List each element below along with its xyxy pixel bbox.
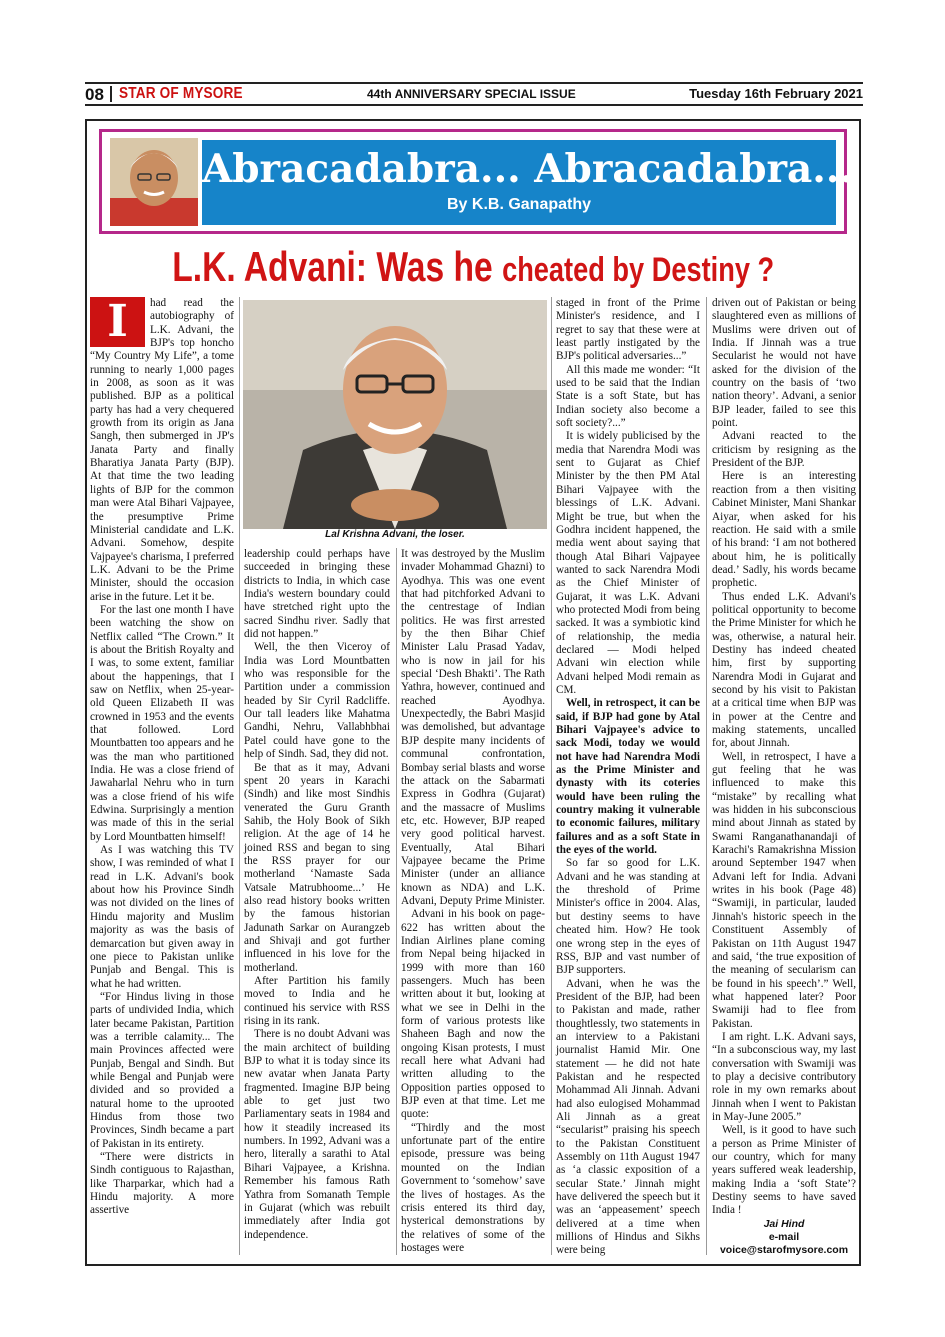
page-number: 08: [85, 85, 104, 104]
paragraph: driven out of Pakistan or being slaughtered even as millions of Muslims were driven out of India. If Jinnah was a true Secularist he would not have asked for the division of the country on the basis of ‘two nation theory’. Advani, a senior BJP leader, failed to see this point.: [712, 297, 856, 430]
header-bottom-rule: [85, 104, 863, 106]
article-column-2: [244, 548, 390, 1242]
drop-cap-spacer: [90, 297, 150, 349]
paragraph: I am right. L.K. Advani says, “In a subconscious way, my last conversation with Swamiji was to play a decisive contributory role in my own remarks about Jinnah when I went to Pakistan in May-June 2005.”: [712, 1030, 856, 1123]
header-separator: [110, 86, 112, 102]
article-column-1: [90, 297, 234, 1218]
paragraph: Well, is it good to have such a person as Prime Minister of our country, which for many years suffered weak leadership, making India a ‘soft State’? Destiny seems to have saved India !: [712, 1124, 856, 1217]
column-rule: [706, 297, 707, 1255]
article-column-4: [556, 297, 700, 1258]
column-rule: [396, 548, 397, 1255]
headline-text-2: cheated by Destiny ?: [501, 251, 774, 289]
paragraph: As I was watching this TV show, I was reminded of what I read in L.K. Advani's book about how his Province Sindh was not divided on the lines of Hindu majority and Muslim majority as was the basis of demarcation but given away in one piece to Pakistan unlike Punjab and Bengal. This is what he had written.: [90, 844, 234, 990]
paragraph: Advani in his book on page-622 has written about the Indian Airlines plane coming from Nepal being hijacked in 1999 with more than 160 passengers. Much has been written about it but, looking at what we see in Delhi in the form of various protests like Shaheen Bagh and now the ongoing Kisan protests, I must recall here what Advani had written alluding to the Opposition parties opposed to BJP even at that time. Let me quote:: [401, 908, 545, 1121]
paragraph: Well, in retrospect, I have a gut feeling that he was influenced to make this “mistake” by recalling what was hidden in his subconscious mind about Jinnah as stated by Swami Ranganathanandaji of Karachi's Ramakrishna Mission around September 1947 when Advani left for India. Advani writes in his book (Page 48) “Swamiji, in particular, lauded Jinnah's historic speech in the Constituent Assembly of Pakistan on 11th August 1947 and said, ‘the true exposition of the meaning of secularism can be found in his speech’.” Well, what happened later? Poor Swamiji had to flee from Pakistan.: [712, 750, 856, 1030]
signoff-jai-hind: Jai Hind: [763, 1217, 805, 1230]
header-top-rule: [85, 82, 863, 84]
advani-photo: [243, 300, 547, 529]
headline-text-1: L.K. Advani: Was he: [172, 243, 502, 290]
headline: [88, 243, 858, 291]
photo-caption: Lal Krishna Advani, the loser.: [325, 529, 465, 540]
column-rule: [551, 297, 552, 1255]
paragraph: All this made me wonder: “It used to be said that the Indian State is a soft State, but has Indian society also become a soft society?...”: [556, 363, 700, 430]
drop-cap: I: [90, 297, 145, 347]
signoff: [712, 1218, 856, 1258]
article-column-5: [712, 297, 856, 1258]
page-header: [85, 82, 863, 106]
paragraph: [90, 297, 234, 604]
headline-part-1: [172, 243, 774, 291]
banner-title-panel: [202, 140, 854, 225]
author-portrait: [110, 138, 198, 226]
paragraph: There is no doubt Advani was the main architect of building BJP to what it is today since its new avatar when Janata Party fragmented. Imagine BJP being able to get just two Parliamentary seats in 1984 and how it steadily increased its numbers. In 1992, Advani was a hero, literally a sarathi to Atal Bihari Vajpayee, a Krishna. Remember his famous Rath Yathra from Somanath Temple in Gujarat (which was rebuilt immediately after India got independence.: [244, 1028, 390, 1241]
paragraph: It was destroyed by the Muslim invader Mohammad Ghazni) to Ayodhya. This was one event that had pitchforked Advani to the centrestage of Indian politics. He was first arrested by the then Bihar Chief Minister Lalu Prasad Yadav, who is now in jail for his special ‘Desh Bhakti’. The Rath Yathra, however, continued and reached Ayodhya. Unexpectedly, the Babri Masjid was demolished, but advantage BJP despite many incidents of communal confrontation, Bombay serial blasts and worse the attack on the Sabarmati Express in Godhra (Gujarat) and the massacre of Muslims etc, etc. However, BJP reaped very good political harvest. Eventually, Atal Bihari Vajpayee became the Prime Minister (under an alliance known as NDA) and L.K. Advani, Deputy Prime Minister.: [401, 548, 545, 907]
paragraph: “Thirdly and the most unfortunate part of the entire episode, pressure was being mounted on the Indian Government to ‘somehow’ save the lives of hostages. As the crisis entered its third day, hysterical demonstrations by the relatives of some of the hostages were: [401, 1121, 545, 1254]
column-rule: [239, 297, 240, 1255]
paragraph-text: had read the autobiography of L.K. Advani, the BJP's top honcho “My Country My Life”, a tome running to nearly 1,000 pages in 2008, as soon as it was published. BJP as a political party has had a very chequered growth from its origin as Jana Sangh, then submerged in JP's Janata Party and finally Bharatiya Janata Party (BJP). At that time the two leading lights of BJP for the common man were Atal Bihari Vajpayee, the presumptive Prime Ministerial candidate and L.K. Advani. Somehow, despite Vajpayee's charisma, I preferred L.K. Advani to be the Prime Minister, should the occasion arise in the future. Let it be.: [90, 297, 234, 603]
paragraph: leadership could perhaps have succeeded in bringing these districts to India, in which case India's western boundary could have stretched right upto the sacred Sindhu river. Sadly that did not happen.”: [244, 548, 390, 641]
signoff-email-label: e-mail: [768, 1231, 800, 1244]
paragraph: “There were districts in Sindh contiguous to Rajasthan, like Tharparkar, which had a Hindu majority. A more assertive: [90, 1151, 234, 1217]
paragraph: staged in front of the Prime Minister's residence, and I regret to say that these were at least partly instigated by the BJP's political adversaries...”: [556, 297, 700, 363]
paragraph: After Partition his family moved to India and he continued his service with RSS rising in its rank.: [244, 975, 390, 1028]
issue-title: 44th ANNIVERSARY SPECIAL ISSUE: [367, 87, 576, 101]
newspaper-name: STAR OF MYSORE: [119, 85, 243, 102]
paragraph: Well, in retrospect, it can be said, if BJP had gone by Atal Bihari Vajpayee's advice to sack Modi, today we would not have had Narendra Modi as the Prime Minister and dynasty with its coteries would have been ruling the country making it vulnerable to economic failures, military failures and as a soft State in the eyes of the world.: [556, 697, 700, 857]
paragraph: “For Hindus living in those parts of undivided India, which later became Pakistan, Partition was a terrible calamity... The main Provinces affected were Punjab, Bengal and Sindh. But while Bengal and Punjab were divided and so provided a natural home to the uprooted Hindus from those two Provinces, Sindh became a part of Pakistan in its entirety.: [90, 990, 234, 1150]
paragraph: Advani, when he was the President of the BJP, had been to Pakistan and made, rather thoughtlessly, two statements in an interview to a Pakistani journalist Hamid Mir. One statement — he did not hate Pakistan and he respected Mohammad Ali Jinnah. Advani had also eulogised Mohammad Ali Jinnah as a great “secularist” praising his speech to the Pakistan Constituent Assembly on 11th August 1947 as ‘a classic exposition of a secular State.’ Jinnah might have delivered the speech but it was an ‘appeasement’ speech delivered at a time when millions of Hindus and Sikhs were being: [556, 977, 700, 1257]
signoff-email-address[interactable]: voice@starofmysore.com: [719, 1244, 849, 1257]
issue-date: Tuesday 16th February 2021: [689, 86, 863, 101]
paragraph: It is widely publicised by the media that Narendra Modi was sent to Gujarat as Chief Minister by the then PM Atal Bihari Vajpayee with the blessings of L.K. Advani. Might be true, but when the Godhra incident happened, the media went about saying that though Atal Bihari Vajpayee wanted to sack Narendra Modi as the Chief Minister of Gujarat, it was L.K. Advani who protected Modi from being sacked. It was a symbiotic kind of relationship, the media declared — Modi helped Advani win election while Advani helped Modi remain as CM.: [556, 430, 700, 696]
paragraph: So far so good for L.K. Advani and he was standing at the threshold of Prime Minister's office in 2004. Alas, but destiny seems to have cheated him. How? He took one wrong step in the eyes of RSS, BJP and vast number of BJP supporters.: [556, 857, 700, 977]
paragraph: Well, the then Viceroy of India was Lord Mountbatten who was responsible for the Partition under a commission headed by Sir Cyril Radcliffe. Our tall leaders like Mahatma Gandhi, Nehru, Vallabhbhai Patel could have gone to the help of Sindh. Sad, they did not.: [244, 641, 390, 761]
paragraph: Here is an interesting reaction from a then visiting Cabinet Minister, Mani Shankar Aiyar, when asked for his reaction. He said with a smile of his brand: ‘I am not bothered about him, he is politically dead.’ Sadly, his words became prophetic.: [712, 470, 856, 590]
paragraph: Thus ended L.K. Advani's political opportunity to become the Prime Minister for which he was, otherwise, a natural heir. Destiny has indeed cheated him, first by supporting Narendra Modi in Gujarat and second by his visit to Pakistan at a critical time when BJP was in power at the Centre and making statements, uncalled for, about Jinnah.: [712, 590, 856, 750]
column-banner: [99, 129, 854, 234]
paragraph: Be that as it may, Advani spent 20 years in Karachi (Sindh) and like most Sindhis venerated the Guru Granth Sahib, the Holy Book of Sikh religion. At the age of 14 he joined RSS and began to sing the RSS prayer for our motherland ‘Namaste Sada Vatsale Matrubhoome...’ He also read history books written by the famous historian Jadunath Sarkar on Aurangzeb and Shivaji and got further influenced in his love for the motherland.: [244, 761, 390, 974]
paragraph: Advani reacted to the criticism by resigning as the President of the BJP.: [712, 430, 856, 470]
byline: By K.B. Ganapathy: [446, 196, 592, 213]
column-title: Abracadabra... Abracadabra...: [202, 146, 854, 192]
paragraph: For the last one month I have been watching the show on Netflix called “The Crown.” It is about the British Royalty and I was, to some extent, familiar about the happenings, that I saw on Netflix, when 25-year-old Queen Elizabeth II was crowned in 1953 and the events that followed. Lord Mountbatten too appears and he was the man who partitioned India. He was a close friend of Jawaharlal Nehru who in turn was a close friend of his wife Edwina. Surprisingly a mention was made of this in the serial by Lord Mountbatten himself!: [90, 603, 234, 843]
article-column-3: [401, 548, 545, 1255]
